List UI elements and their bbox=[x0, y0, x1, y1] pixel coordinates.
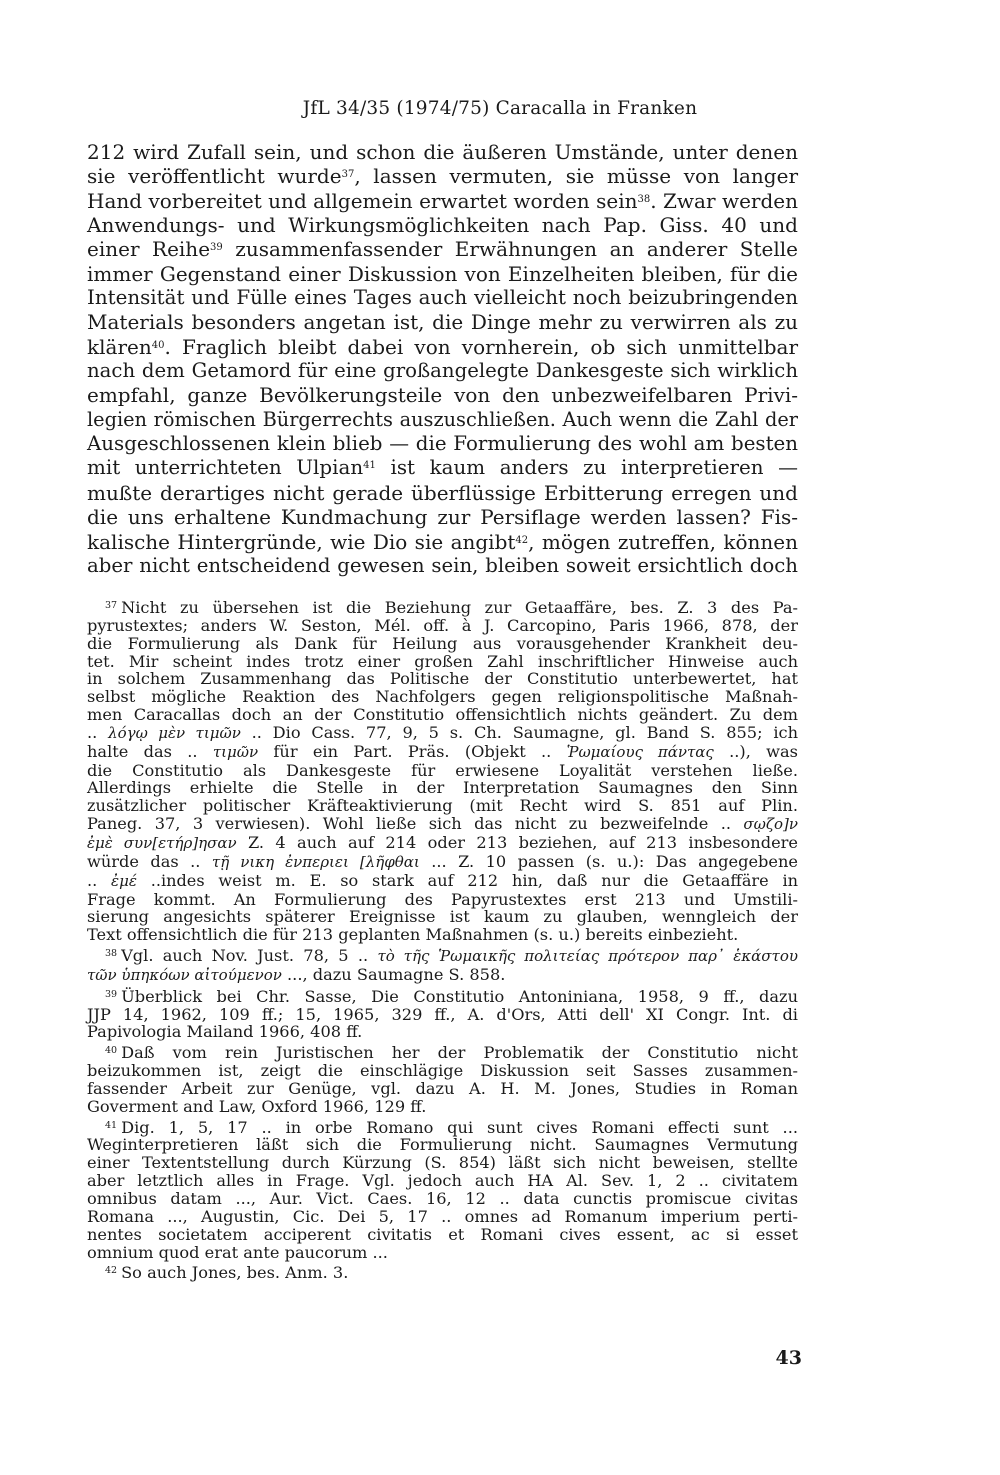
text-line: 212 wird Zufall sein, und schon die äußeren Umstände, unter denen bbox=[87, 140, 798, 164]
text-line: legien römischen Bürgerrechts auszuschließen. Auch wenn die Zahl der bbox=[87, 407, 798, 431]
text-line: mit unterrichteten Ulpian$^{41}$ ist kaum anders zu interpretieren — bbox=[87, 456, 798, 480]
text-line: Hand vorbereitet und allgemein erwartet worden sein$^{38}$. Zwar werden bbox=[87, 188, 798, 213]
text-line: Anwendungs- und Wirkungsmöglichkeiten nach Pap. Giss. 40 und bbox=[87, 213, 798, 238]
footnote-ref: 41 bbox=[363, 460, 376, 472]
footnote-number: 41 bbox=[105, 1119, 118, 1131]
footnotes bbox=[87, 599, 798, 1285]
greek-quote: ἐμέ bbox=[111, 871, 137, 890]
page-number: 43 bbox=[775, 1347, 802, 1369]
footnote-number: 37 bbox=[105, 600, 118, 611]
footnote-38: $^{38}$ Vgl. auch Nov. Just. 78, 5 .. τὸ τῆς Ῥωμαικῆς πολιτείας πρότερον παρ᾽ ἑκάστου τῶν ὑπηκόων αἰτούμενον ..., dazu Saumagne S. 858. bbox=[87, 946, 798, 984]
footnote-42: $^{42}$ So auch Jones, bes. Anm. 3. bbox=[105, 1263, 349, 1283]
text-line: die uns erhaltene Kundmachung zur Persiflage werden lassen? Fis- bbox=[87, 505, 798, 530]
greek-quote: σῳζο]ν bbox=[743, 815, 798, 834]
footnote-ref: 42 bbox=[515, 534, 529, 546]
greek-quote: τῇ νικη ἐνπεριει [λῆφθαι bbox=[211, 852, 420, 871]
text-line: aber nicht entscheidend gewesen sein, bleiben soweit ersichtlich doch bbox=[87, 553, 798, 577]
footnote-ref: 39 bbox=[210, 242, 223, 254]
text-line: einer Reihe$^{39}$ zusammenfassender Erwähnungen an anderer Stelle bbox=[87, 237, 798, 262]
footnote-number: 40 bbox=[105, 1045, 118, 1057]
text-line: Materials besonders angetan ist, die Dinge mehr zu verwirren als zu bbox=[87, 310, 798, 335]
greek-quote: τιμῶν bbox=[212, 742, 259, 761]
footnote-ref: 38 bbox=[637, 193, 651, 205]
text-line: sie veröffentlicht wurde$^{37}$, lassen vermuten, sie müsse von langer bbox=[87, 164, 798, 189]
footnote-number: 42 bbox=[105, 1265, 118, 1277]
text-line: empfahl, ganze Bevölkerungsteile von den unbezweifelbaren Privi- bbox=[87, 383, 798, 408]
footnote-ref: 40 bbox=[151, 339, 165, 351]
text-line: immer Gegenstand einer Diskussion von Einzelheiten bleiben, für die bbox=[87, 261, 798, 286]
greek-quote: Ῥωμαίους πάντας bbox=[566, 742, 714, 761]
footnote-40: $^{40}$ Daß vom rein Juristischen her der Problematik der Constitutio nicht beizukommen ist, zeigt die einschlägige Diskussion seit Sasses zusammen- fassender Arbeit zur Genüge, vgl. dazu A. H. M. Jones, Studies in Roman Goverment and Law, Oxford 1966, 129 ff. bbox=[87, 1043, 798, 1116]
footnote-41: $^{41}$ Dig. 1, 5, 17 .. in orbe Romano qui sunt cives Romani effecti sunt ... Weginterpretieren läßt sich die Formulierung nicht. Saumagnes Vermutung einer Textentstellung durch Kürzung (S. 854) läßt sich nicht beweisen, stellte aber letztlich alles in Frage. Vgl. jedoch auch HA Al. Sev. 1, 2 .. civitatem omnibus datam ..., Aur. Vict. Caes. 16, 12 .. data cunctis promiscue civitas Romana ..., Augustin, Cic. Dei 5, 17 .. omnes ad Romanum imperium perti- nentes societatem acciperent civitatis et Romani cives essent, ac si esset omnium quod erat ante paucorum ... bbox=[87, 1117, 798, 1262]
text-line: nach dem Getamord für eine großangelegte Dankesgeste sich wirklich bbox=[87, 359, 798, 383]
greek-quote: λόγῳ μὲν τιμῶν bbox=[108, 723, 241, 742]
text-line: Ausgeschlossenen klein blieb — die Formulierung des wohl am besten bbox=[87, 432, 798, 456]
greek-quote: τῶν ὑπηκόων αἰτούμενον bbox=[87, 965, 282, 984]
text-line: mußte derartiges nicht gerade überflüssige Erbitterung erregen und bbox=[87, 480, 798, 505]
footnote-number: 38 bbox=[105, 948, 118, 960]
text-line: kalische Hintergründe, wie Dio sie angibt$^{42}$, mögen zutreffen, können bbox=[87, 529, 798, 554]
footnote-number: 39 bbox=[105, 988, 118, 1000]
main-text bbox=[87, 140, 798, 578]
greek-quote: ἐμὲ συν[ετήρ]ησαν bbox=[87, 833, 237, 852]
text-line: klären$^{40}$. Fraglich bleibt dabei von vornherein, ob sich unmittelbar bbox=[87, 334, 798, 359]
text-line: Intensität und Fülle eines Tages auch vielleicht noch beizubringenden bbox=[87, 286, 798, 310]
footnote-ref: 37 bbox=[341, 169, 355, 181]
greek-quote: τὸ τῆς Ῥωμαικῆς πολιτείας πρότερον παρ᾽ ἑκάστου bbox=[377, 947, 798, 966]
running-head: JfL 34/35 (1974/75) Caracalla in Franken bbox=[302, 98, 698, 119]
footnote-39: $^{39}$ Überblick bei Chr. Sasse, Die Constitutio Antoniniana, 1958, 9 ff., dazu JJP 14, 1962, 109 ff.; 15, 1965, 329 ff., A. d'Ors, Atti dell' XI Congr. Int. di Papivologia Mailand 1966, 408 ff. bbox=[87, 986, 798, 1042]
footnote-37: $^{37}$ Nicht zu übersehen ist die Beziehung zur Getaaffäre, bes. Z. 3 des Pa- pyrustextes; anders W. Seston, Mél. off. à J. Carcopino, Paris 1966, 878, der die Formulierung als Dank für Heilung aus vorausgehender Krankheit deu- tet. Mir scheint indes trotz einer großen Zahl inschriftlicher Hinweise auch in solchem Zusammenhang das Politische der Constitutio unterbewertet, hat selbst mögliche Reaktion des Nachfolgers gegen religionspolitische Maßnah- men Caracallas doch an der Constitutio offensichtlich nichts geändert. Zu dem .. λόγῳ μὲν τιμῶν .. Dio Cass. 77, 9, 5 s. Ch. Saumagne, gl. Band S. 855; ich halte das .. τιμῶν für ein Part. Präs. (Objekt .. Ῥωμαίους πάντας ..), was die Constitutio als Dankesgeste für erwiesene Loyalität verstehen ließe. Allerdings erhielte die Stelle in der Interpretation Saumagnes den Sinn zusätzlicher politischer Kräfteaktivierung (mit Recht wird S. 851 auf Plin. Paneg. 37, 3 verwiesen). Wohl ließe sich das nicht zu bezweifelnde .. σῳζο]ν ἐμὲ συν[ετήρ]ησαν Z. 4 auch auf 214 oder 213 beziehen, auf 213 insbesondere würde das .. τῇ νικη ἐνπεριει [λῆφθαι ... Z. 10 passen (s. u.): Das angegebene .. ἐμέ ..indes weist m. E. so stark auf 212 hin, daß nur die Getaaffäre in Frage kommt. An Formulierung des Papyrustextes erst 213 und Umstili- sierung angesichts späterer Ereignisse ist kaum zu glauben, wenngleich der Text offensichtlich die für 213 geplanten Maßnahmen (s. u.) bereits einbezieht. bbox=[87, 598, 798, 945]
